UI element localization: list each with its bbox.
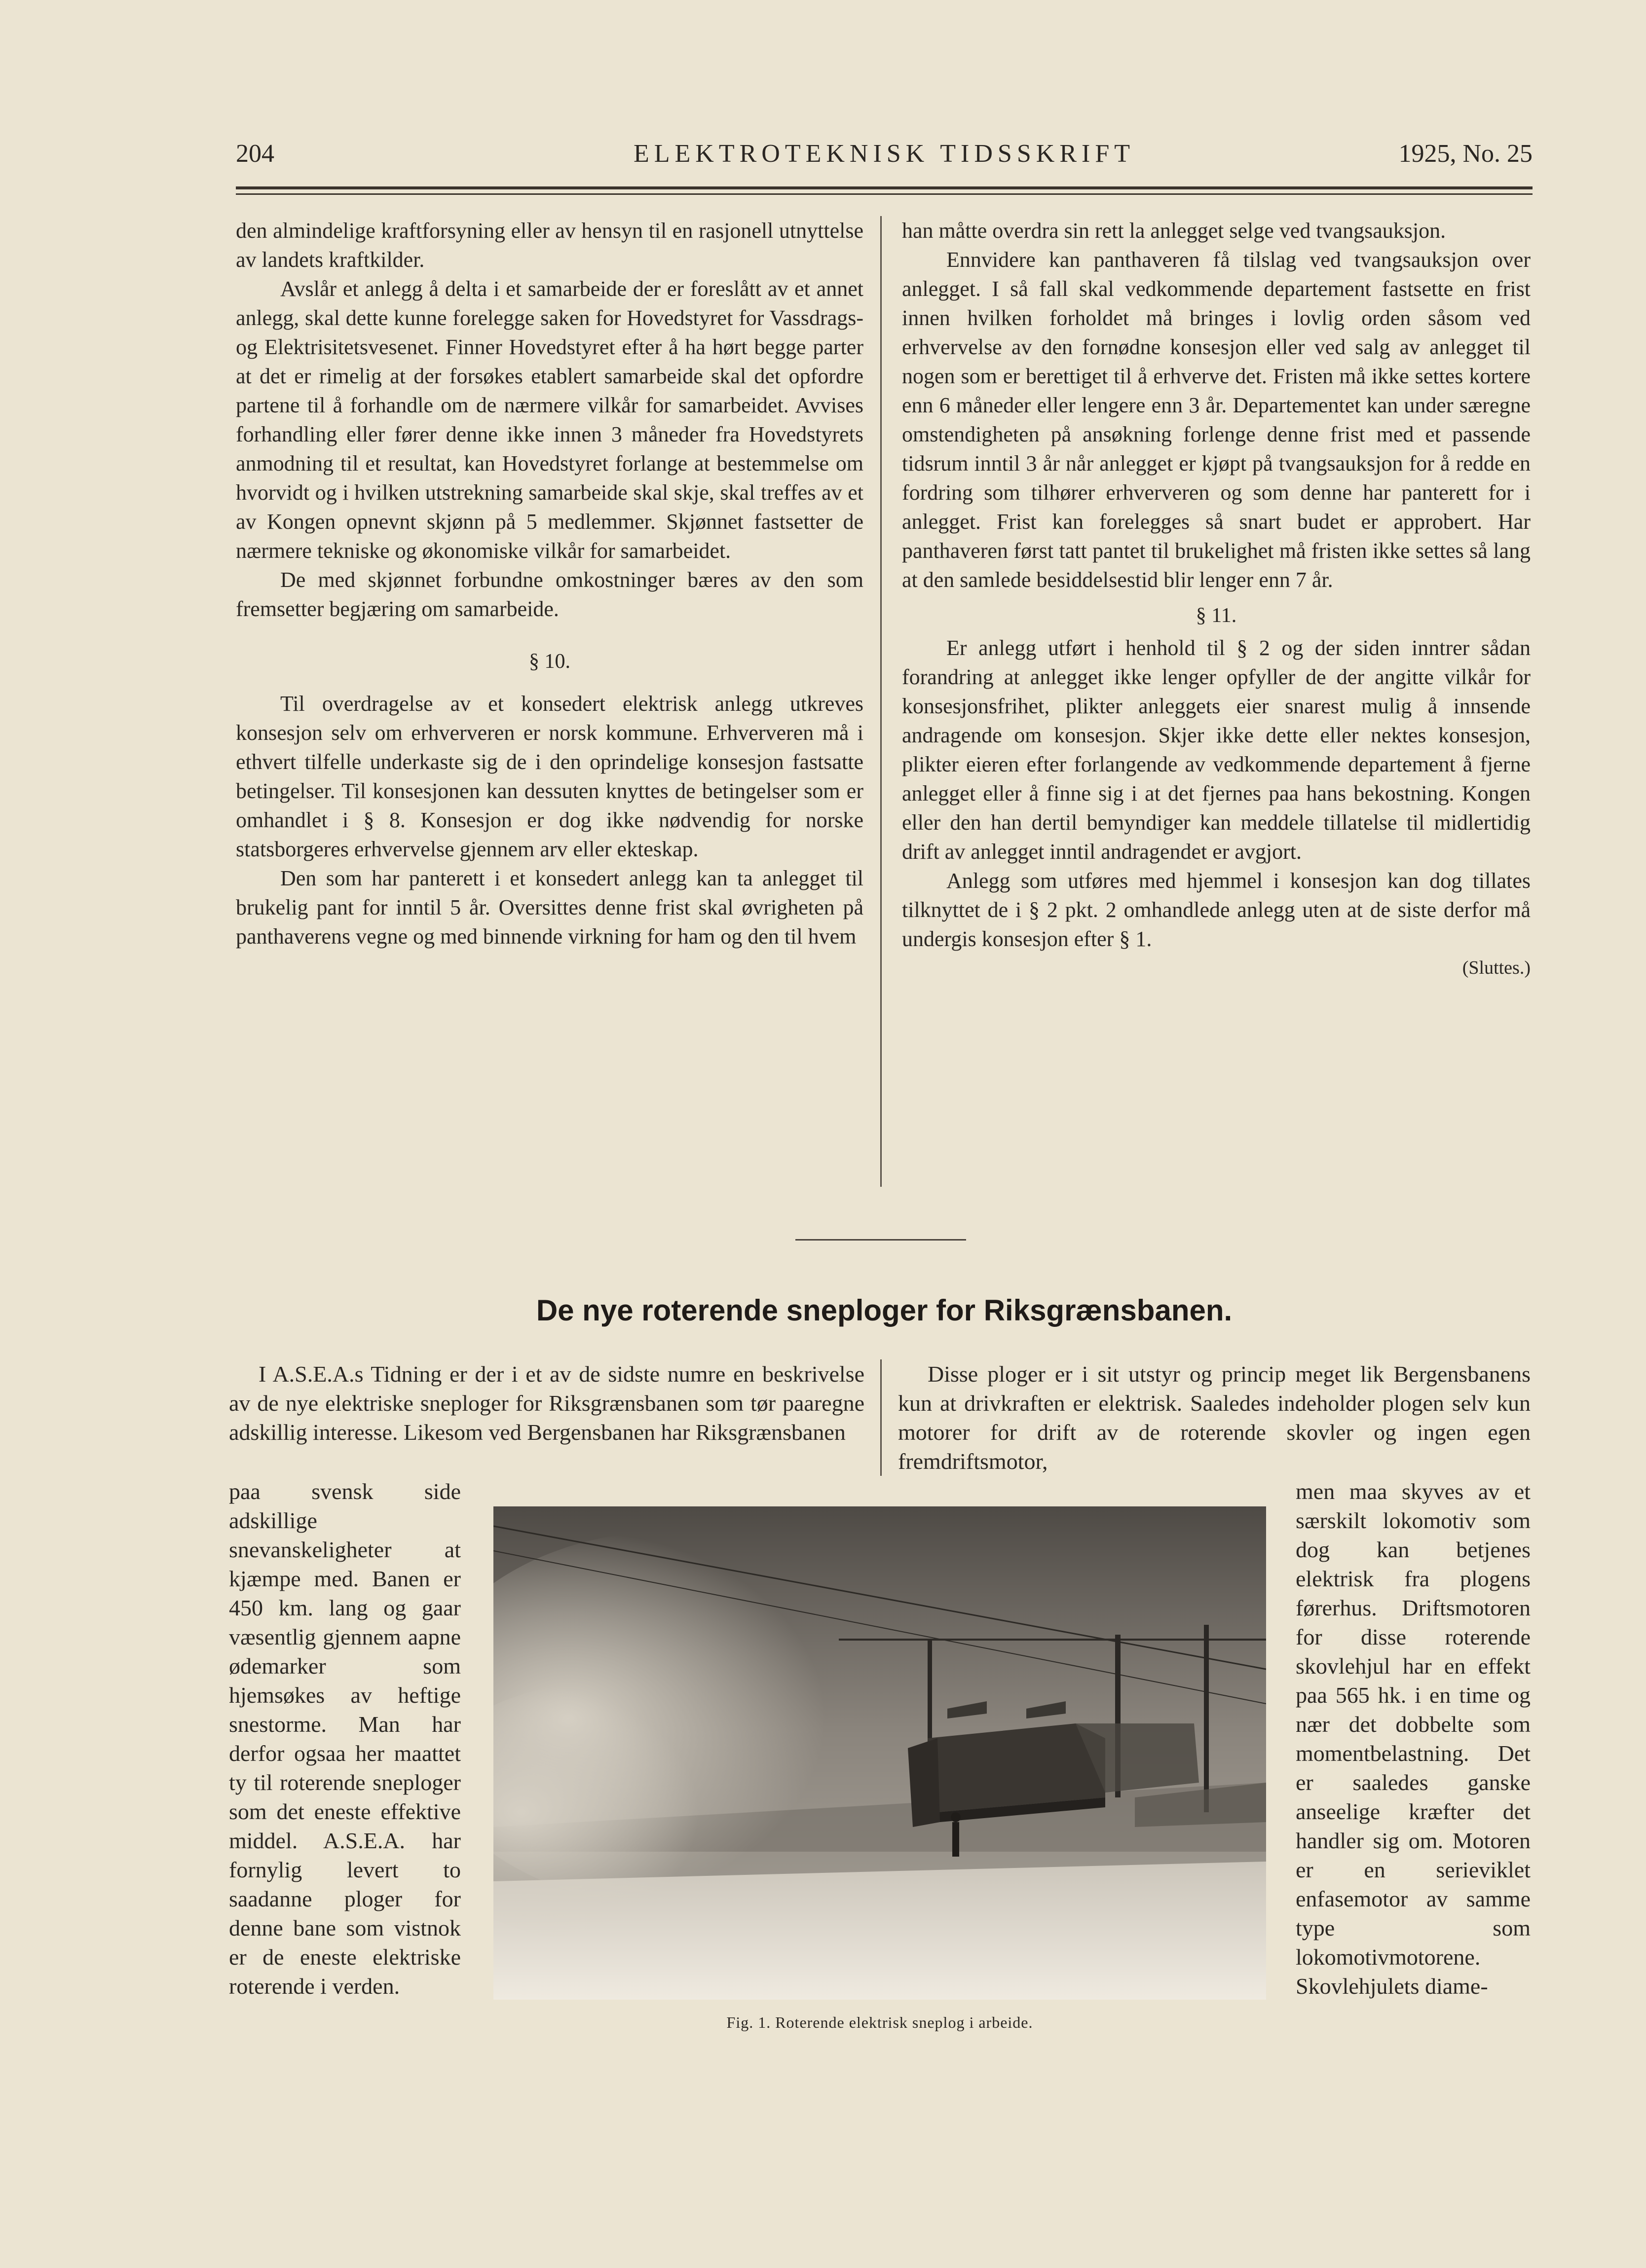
paragraph: De med skjønnet forbundne omkostninger bæres av den som fremsetter begjæring om samarbeide. xyxy=(236,568,863,621)
paragraph: den almindelige kraftforsyning eller av hensyn til en rasjonell utnyttelse av landets kraftkilder. xyxy=(236,219,863,272)
page-number: 204 xyxy=(236,140,274,168)
article-column-divider xyxy=(880,1359,882,1476)
continuation-note: (Sluttes.) xyxy=(1462,957,1531,978)
article-left-top xyxy=(229,1359,864,1447)
paragraph: Ennvidere kan panthaveren få tilslag ved tvangsauksjon over anlegget. I så fall skal vedkommende departement fastsette en frist innen hvilken forholdet må bringes i lovlig orden såsom ved erhvervelse av den fornødne konsesjon eller ved salg av anlegget til nogen som er berettiget til å erhverve det. Fristen må ikke settes kortere enn 6 måneder eller lengere enn 3 år. Departementet kan under særegne omstendigheten på ansøkning forlenge denne frist med et passende tidsrum inntil 3 år når anlegget er kjøpt på tvangsauksjon for å redde en fordring som tilhører erhververen og som denne har panterett for i anlegget. Frist kan forelegges så snart budet er approbert. Har panthaveren først tatt pantet til brukelighet må fristen ikke settes så lang at den samlede besiddelsestid blir lenger enn 7 år. xyxy=(902,248,1531,592)
paragraph: Disse ploger er i sit utstyr og princip meget lik Bergensbanens kun at drivkraften er elektrisk. Saaledes indeholder plogen selv kun motorer for drift av de roterende skovler og ingen egen fremdriftsmotor, xyxy=(898,1361,1531,1474)
paragraph: Den som har panterett i et konsedert anlegg kan ta anlegget til brukelig pant for inntil 5 år. Oversittes denne frist skal øvrigheten på panthaverens vegne og med binnende virkning for ham og den til hvem xyxy=(236,866,863,949)
article-separator xyxy=(795,1239,966,1241)
snowplow-photo xyxy=(493,1506,1266,2000)
column-divider xyxy=(880,216,882,1187)
paragraph: Til overdragelse av et konsedert elektrisk anlegg utkreves konsesjon selv om erhververen er norsk kommune. Erhververen må i ethvert tilfelle underkaste sig de i den oprindelige konsesjon fastsatte betingelser. Til konsesjonen kan dessuten knyttes de betingelser som er omhandlet i § 8. Konsesjon er dog ikke nødvendig for norske statsborgeres erhvervelse gjennem arv eller ekteskap. xyxy=(236,692,863,861)
journal-title: ELEKTROTEKNISK TIDSSKRIFT xyxy=(633,140,1135,168)
law-text-column-left xyxy=(236,216,863,951)
header-rule-thick xyxy=(236,186,1533,189)
paragraph: Er anlegg utført i henhold til § 2 og der siden inntrer sådan forandring at anlegget ikke lenger opfyller de der angitte vilkår for konsesjonsfrihet, plikter anleggets eier snarest mulig å innsende andragende om konsesjon. Skjer ikke dette eller nektes konsesjon, plikter eieren efter forlangende av vedkommende departement å fjerne anlegget eller å finne sig i at det fjernes paa hans bekostning. Kongen eller den han dertil bemyndiger kan meddele tillatelse til midlertidig drift av anlegget inntil andragendet er avgjort. xyxy=(902,636,1531,864)
section-heading: § 10. xyxy=(529,650,570,673)
article-title: De nye roterende sneploger for Riksgrænsbanen. xyxy=(536,1294,1233,1327)
paragraph: han måtte overdra sin rett la anlegget selge ved tvangsauksjon. xyxy=(902,219,1446,243)
page-header xyxy=(236,139,1533,174)
paragraph: Anlegg som utføres med hjemmel i konsesjon kan dog tillates tilknyttet de i § 2 pkt. 2 omhandlede anlegg uten at de siste derfor må undergis konsesjon efter § 1. xyxy=(902,869,1531,951)
figure-caption: Fig. 1. Roterende elektrisk sneplog i arbeide. xyxy=(726,2013,1033,2031)
article-right-narrow-column: men maa skyves av et særskilt lokomotiv som dog kan betjenes elektrisk fra plogens førerhus. Driftsmotoren for disse roterende skovlehjul har en effekt paa 565 hk. i en time og nær det dobbelte som momentbelastning. Det er saaledes ganske anseelige kræfter det handler sig om. Motoren er en serieviklet enfasemotor av samme type som lokomotivmotorene. Skovlehjulets diame- xyxy=(1296,1479,1531,1999)
article-right-top xyxy=(898,1359,1531,1476)
paragraph: Avslår et anlegg å delta i et samarbeide der er foreslått av et annet anlegg, skal dette kunne forelegge saken for Hovedstyret for Vassdrags- og Elektrisitetsvesenet. Finner Hovedstyret efter å ha hørt begge parter at det er rimelig at der forsøkes etablert samarbeide skal det opfordre partene til å forhandle om de nærmere vilkår for samarbeidet. Avvises forhandling eller fører denne ikke innen 3 måneder fra Hovedstyrets anmodning til et resultat, kan Hovedstyret forlange at bestemmelse om hvorvidt og i hvilken utstrekning samarbeide skal skje, skal treffes av et av Kongen opnevnt skjønn på 5 medlemmer. Skjønnet fastsetter de nærmere tekniske og økonomiske vilkår for samarbeidet. xyxy=(236,277,863,563)
issue-label: 1925, No. 25 xyxy=(1398,140,1533,168)
section-heading: § 11. xyxy=(1196,604,1237,627)
header-rule-thin xyxy=(236,193,1533,195)
paragraph: I A.S.E.A.s Tidning er der i et av de sidste numre en beskrivelse av de nye elektriske sneploger for Riksgrænsbanen som tør paaregne adskillig interesse. Likesom ved Bergensbanen har Riksgrænsbanen xyxy=(229,1361,864,1445)
law-text-column-right xyxy=(902,216,1531,983)
article-left-narrow-column: paa svensk side adskillige snevanskeligheter at kjæmpe med. Banen er 450 km. lang og gaar væsentlig gjennem aapne ødemarker som hjemsøkes av heftige snestorme. Man har derfor ogsaa her maattet ty til roterende sneploger som det eneste effektive middel. A.S.E.A. har fornylig levert to saadanne ploger for denne bane som vistnok er de eneste elektriske roterende i verden. xyxy=(229,1479,461,1999)
